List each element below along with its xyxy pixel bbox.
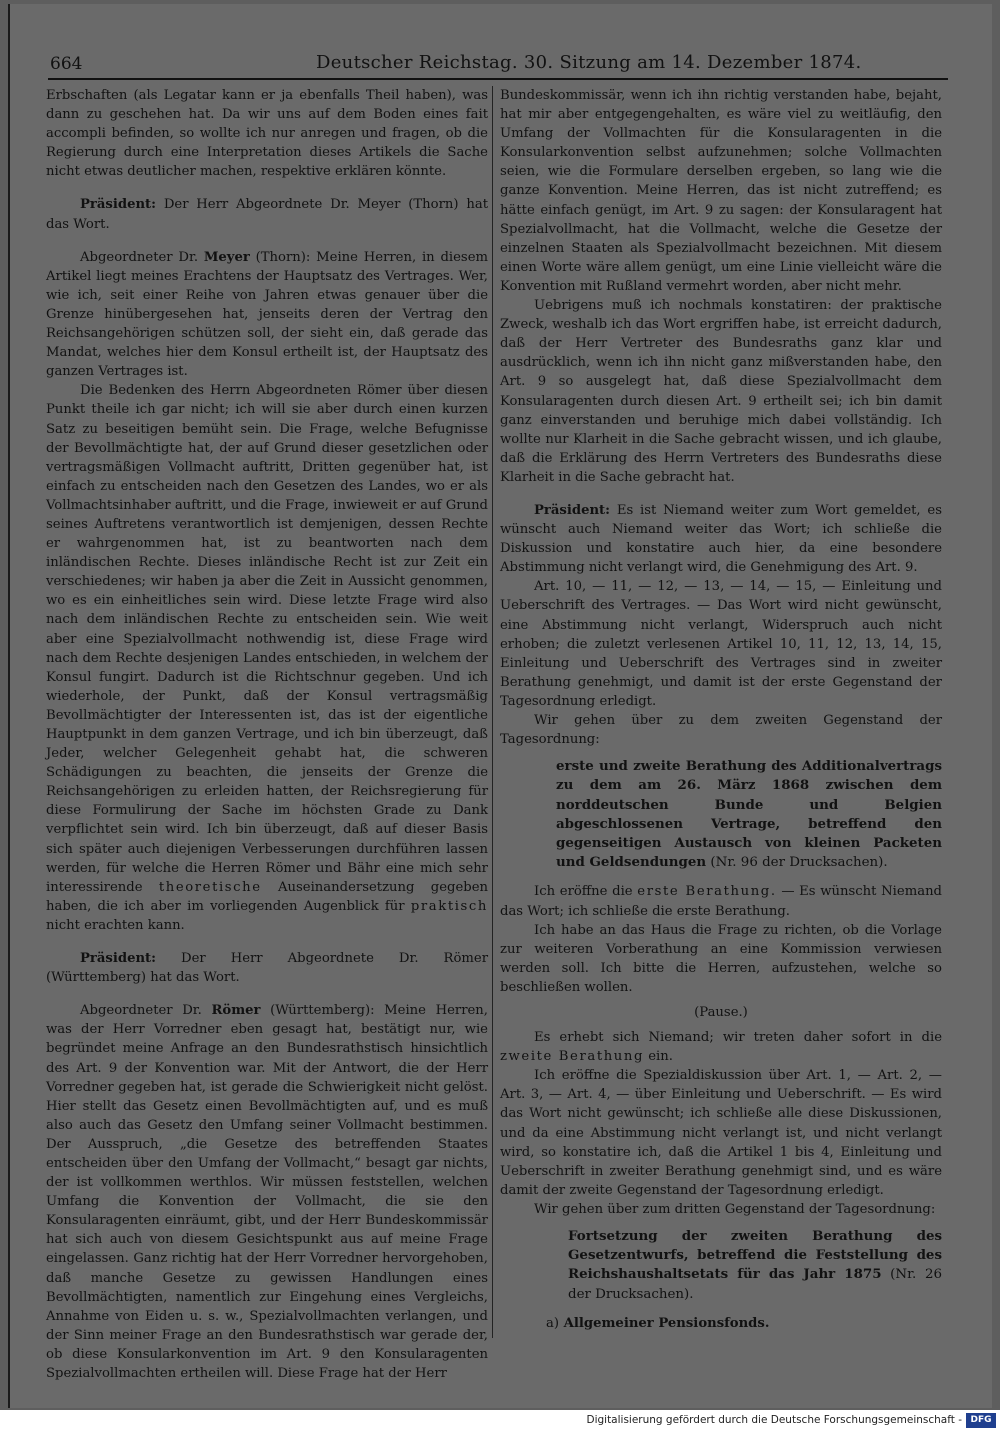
agenda-reference: (Nr. 96 der Drucksachen).	[706, 855, 888, 871]
paragraph-text: nicht erachten kann.	[46, 917, 185, 933]
spaced-word: praktisch	[410, 898, 488, 914]
paragraph: Wir gehen über zu dem zweiten Gegenstand der Tagesordnung:	[500, 713, 942, 748]
speaker-prefix: Abgeordneter Dr.	[80, 1003, 212, 1019]
speech-meyer	[46, 248, 488, 382]
paragraph	[46, 381, 488, 935]
president-statement	[500, 501, 942, 577]
president-statement	[46, 195, 488, 233]
paragraph: Erbschaften (als Legatar kann er ja ebenfalls Theil haben), was dann zu geschehen hat. Da wir uns auf dem Boden eines fait accompli befinden, so wollte ich nur anregen und fragen, ob die Regierung durch eine Interpretation dieses Artikels die Sache nicht etwas deutlicher machen, respektive erklären könnte.	[46, 88, 488, 180]
agenda-subitem	[546, 1314, 942, 1333]
speaker-label: Präsident:	[80, 197, 157, 213]
page-number: 664	[50, 54, 83, 74]
agenda-item	[568, 1227, 942, 1304]
paragraph: Ich eröffne die Spezialdiskussion über Art. 1, — Art. 2, — Art. 3, — Art. 4, — über Einleitung und Ueberschrift. — Es wird das Wort nicht gewünscht; ich schließe alle diese Diskussionen, und da eine Abstimmung nicht verlangt ist, und nicht verlangt wird, so konstatire ich, daß die Artikel 1 bis 4, Einleitung und Ueberschrift in zweiter Berathung genehmigt sind, und es wäre damit der zweite Gegenstand der Tagesordnung erledigt.	[500, 1068, 942, 1198]
funding-credit: Digitalisierung gefördert durch die Deutsche Forschungsgemeinschaft -	[586, 1414, 962, 1426]
paragraph: Bundeskommissär, wenn ich ihn richtig verstanden habe, bejaht, hat mir aber entgegengehalten, es wäre viel zu weitläufig, den Umfang der Vollmachten für die Konsularagenten in die Konsularkonvention selbst aufzunehmen; solche Vollmachten seien, wie die Formulare derselben ergeben, so lang wie die ganze Konvention. Meine Herren, das ist nicht zutreffend; es hätte einfach genügt, im Art. 9 zu sagen: der Konsularagent hat Spezialvollmacht, hat die Vollmacht, welche die Gesetze der einzelnen Staaten als Spezialvollmacht bezeichnen. Mit diesem einen Worte wäre allem genügt, um eine Linie vielleicht wäre die Konvention mit Rußland vermehrt worden, aber nicht mehr.	[500, 88, 942, 294]
paragraph-text: Die Bedenken des Herrn Abgeordneten Römer über diesen Punkt theile ich gar nicht; ich will sie aber durch einen kurzen Satz zu beseitigen bemüht sein. Die Frage, welche Befugnisse der Bevollmächtigte hat, der auf Grund dieser gesetzlichen oder vertragsmäßigen Vollmacht auftritt, Dritten gegenüber hat, ist einfach zu entscheiden nach den Gesetzen des Landes, wo er als Vollmachtsinhaber auftritt, und die Frage, inwieweit er auf Grund seines Auftretens verantwortlich ist demjenigen, dessen Rechte er wahrgenommen hat, ist zu beantworten nach dem inländischen Rechte. Dieses inländische Recht ist zur Zeit ein verschiedenes; wir haben ja aber die Zeit in Aussicht genommen, wo es ein einheitliches sein wird. Diese letzte Frage wird also nach dem inländischen Rechte zu entscheiden sein. Wie weit aber eine Spezialvollmacht nothwendig ist, diese Frage wird nach dem Rechte desjenigen Landes entschieden, in welchem der Konsul fungirt. Dadurch ist die Richtschnur gegeben. Und ich wiederhole, der Punkt, daß der Konsul vertragsmäßig Bevollmächtigter der Interessenten ist, das ist der eigentliche Hauptpunkt in dem ganzen Vertrage, und ich bin überzeugt, daß Jeder, welcher Gelegenheit gehabt hat, die schweren Schädigungen zu beachten, die jenseits der Grenze die Reichsangehörigen zu erleiden hatten, der Reichsregierung für diese Formulirung der Sache im höchsten Grade zu Dank verpflichtet sein wird. Ich bin überzeugt, daß auf dieser Basis sich später auch diejenigen Verbesserungen durchführen lassen werden, für welche die Herren Römer und Bähr eine mich sehr interessirende	[46, 383, 488, 895]
paragraph: Ich habe an das Haus die Frage zu richten, ob die Vorlage zur weiteren Vorberathung an eine Kommission verwiesen werden soll. Ich bitte die Herren, aufzustehen, welche so beschließen wollen.	[500, 922, 942, 995]
right-column	[500, 86, 942, 1338]
running-head: Deutscher Reichstag. 30. Sitzung am 14. Dezember 1874.	[316, 52, 862, 73]
speech-text: (Thorn): Meine Herren, in diesem Artikel liegt meines Erachtens der Hauptsatz des Vertrages. Wer, wie ich, seit einer Reihe von Jahren etwas genauer über die Grenze hinübergesehen hat, jenseits deren der Vertrag den Reichsangehörigen schützen soll, der sieht ein, daß gerade das Mandat, welches hier dem Konsul ertheilt ist, der Hauptsatz des ganzen Vertrages ist.	[46, 249, 488, 380]
left-column	[46, 86, 488, 1381]
speech-roemer	[46, 1001, 488, 1383]
spaced-word: erste Berathung.	[637, 884, 777, 900]
paragraph-text: Auseinandersetzung gegeben haben, die ich aber im vorliegenden Augenblick für	[46, 879, 488, 914]
agenda-title: erste und zweite Berathung des Additionalvertrags zu dem am 26. März 1868 zwischen dem norddeutschen Bunde und Belgien abgeschlossenen Vertrage, betreffend den gegenseitigen Austausch von kleinen Packeten und Geldsendungen	[556, 758, 942, 871]
paragraph	[500, 1028, 942, 1066]
agenda-title: Fortsetzung der zweiten Berathung des Gesetzentwurfs, betreffend die Feststellung des Reichshaushaltsetats für das Jahr 1875	[568, 1228, 942, 1283]
footer-bar	[0, 1410, 1000, 1432]
speaker-label: Präsident:	[534, 502, 611, 518]
president-statement	[46, 949, 488, 987]
paragraph: Art. 10, — 11, — 12, — 13, — 14, — 15, — Einleitung und Ueberschrift des Vertrages. — Das Wort wird nicht gewünscht, eine Abstimmung nicht verlangt, Widerspruch auch nicht erhoben; die zuletzt verlesenen Artikel 10, 11, 12, 13, 14, 15, Einleitung und Ueberschrift des Vertrages sind in zweiter Berathung genehmigt, und damit ist der erste Gegenstand der Tagesordnung erledigt.	[500, 579, 942, 709]
agenda-item	[556, 757, 942, 872]
agenda-reference: (Nr. 26 der Drucksachen).	[568, 1267, 942, 1302]
paragraph: Wir gehen über zum dritten Gegenstand der Tagesordnung:	[534, 1201, 936, 1217]
paragraph	[500, 882, 942, 920]
spaced-word: theoretische	[158, 879, 262, 895]
paragraph-text: Ich eröffne die	[534, 884, 638, 900]
statement-text: Es ist Niemand weiter zum Wort gemeldet, es wünscht auch Niemand weiter das Wort; ich schließe die Diskussion und konstatire auch hier, da eine besondere Abstimmung nicht verlangt wird, die Genehmigung des Art. 9.	[500, 502, 942, 576]
pause-note: (Pause.)	[694, 1004, 748, 1020]
speech-text: (Württemberg): Meine Herren, was der Herr Vorredner eben gesagt hat, bestätigt nur, wie begründet meine Anfrage an den Bundesrathstisch hinsichtlich des Art. 9 der Konvention war. Mit der Antwort, die der Herr Vorredner gegeben hat, ist gerade die Schwierigkeit nicht gelöst. Hier stellt das Gesetz einen Bevollmächtigten auf, und es muß also auch das Gesetz den Umfang seiner Vollmacht bestimmen. Der Ausspruch, „die Gesetze des betreffenden Staates entscheiden über den Umfang der Vollmacht,“ besagt gar nichts, der ist vollkommen werthlos. Wir müssen feststellen, welchen Umfang die Konvention der Vollmacht, die sie den Konsularagenten einräumt, gibt, und der Herr Bundeskommissär hat sich auch von diesem Gesichtspunkt aus auf meine Frage eingelassen. Ganz richtig hat der Herr Vorredner hervorgehoben, daß manche Gesetze zu gewissen Handlungen eines Bevollmächtigten, namentlich zur Eingehung eines Vergleichs, Annahme von Eiden u. s. w., Spezialvollmachten verlangen, und der Sinn meiner Frage an den Bundesrathstisch war gerade der, ob diese Konsularkonvention im Art. 9 den Konsularagenten Spezialvollmachten ertheilen will. Diese Frage hat der Herr	[46, 1003, 488, 1381]
dfg-logo: DFG	[966, 1413, 996, 1428]
statement-text: Der Herr Abgeordnete Dr. Römer (Württemberg) hat das Wort.	[46, 951, 488, 986]
speaker-label: Präsident:	[80, 951, 157, 967]
paragraph-text: Es erhebt sich Niemand; wir treten daher sofort in die	[534, 1030, 942, 1046]
spaced-word: zweite Berathung	[500, 1049, 645, 1065]
statement-text: Der Herr Abgeordnete Dr. Meyer (Thorn) hat das Wort.	[46, 197, 488, 232]
speaker-name: Meyer	[203, 249, 250, 265]
page-header	[48, 48, 948, 80]
subitem-label: a)	[546, 1315, 560, 1331]
paragraph-text: — Es wünscht Niemand das Wort; ich schließe die erste Berathung.	[500, 884, 943, 919]
paragraph-text: ein.	[644, 1049, 673, 1065]
speaker-name: Römer	[211, 1003, 261, 1019]
column-divider	[492, 86, 493, 1338]
speaker-prefix: Abgeordneter Dr.	[80, 249, 204, 265]
paragraph: Uebrigens muß ich nochmals konstatiren: der praktische Zweck, weshalb ich das Wort ergriffen habe, ist erreicht dadurch, daß der Herr Vertreter des Bundesraths ganz klar und ausdrücklich, wenn ich ihn nicht ganz mißverstanden habe, den Art. 9 so ausgelegt hat, daß diese Spezialvollmacht dem Konsularagenten durch diesen Art. 9 ertheilt sei; ich bin damit ganz einverstanden und beruhige mich dabei vollständig. Ich wollte nur Klarheit in die Sache gebracht wissen, und ich glaube, daß die Erklärung des Herrn Vertreters des Bundesraths diese Klarheit in die Sache gebracht hat.	[500, 298, 942, 485]
subitem-title: Allgemeiner Pensionsfonds.	[559, 1315, 770, 1331]
